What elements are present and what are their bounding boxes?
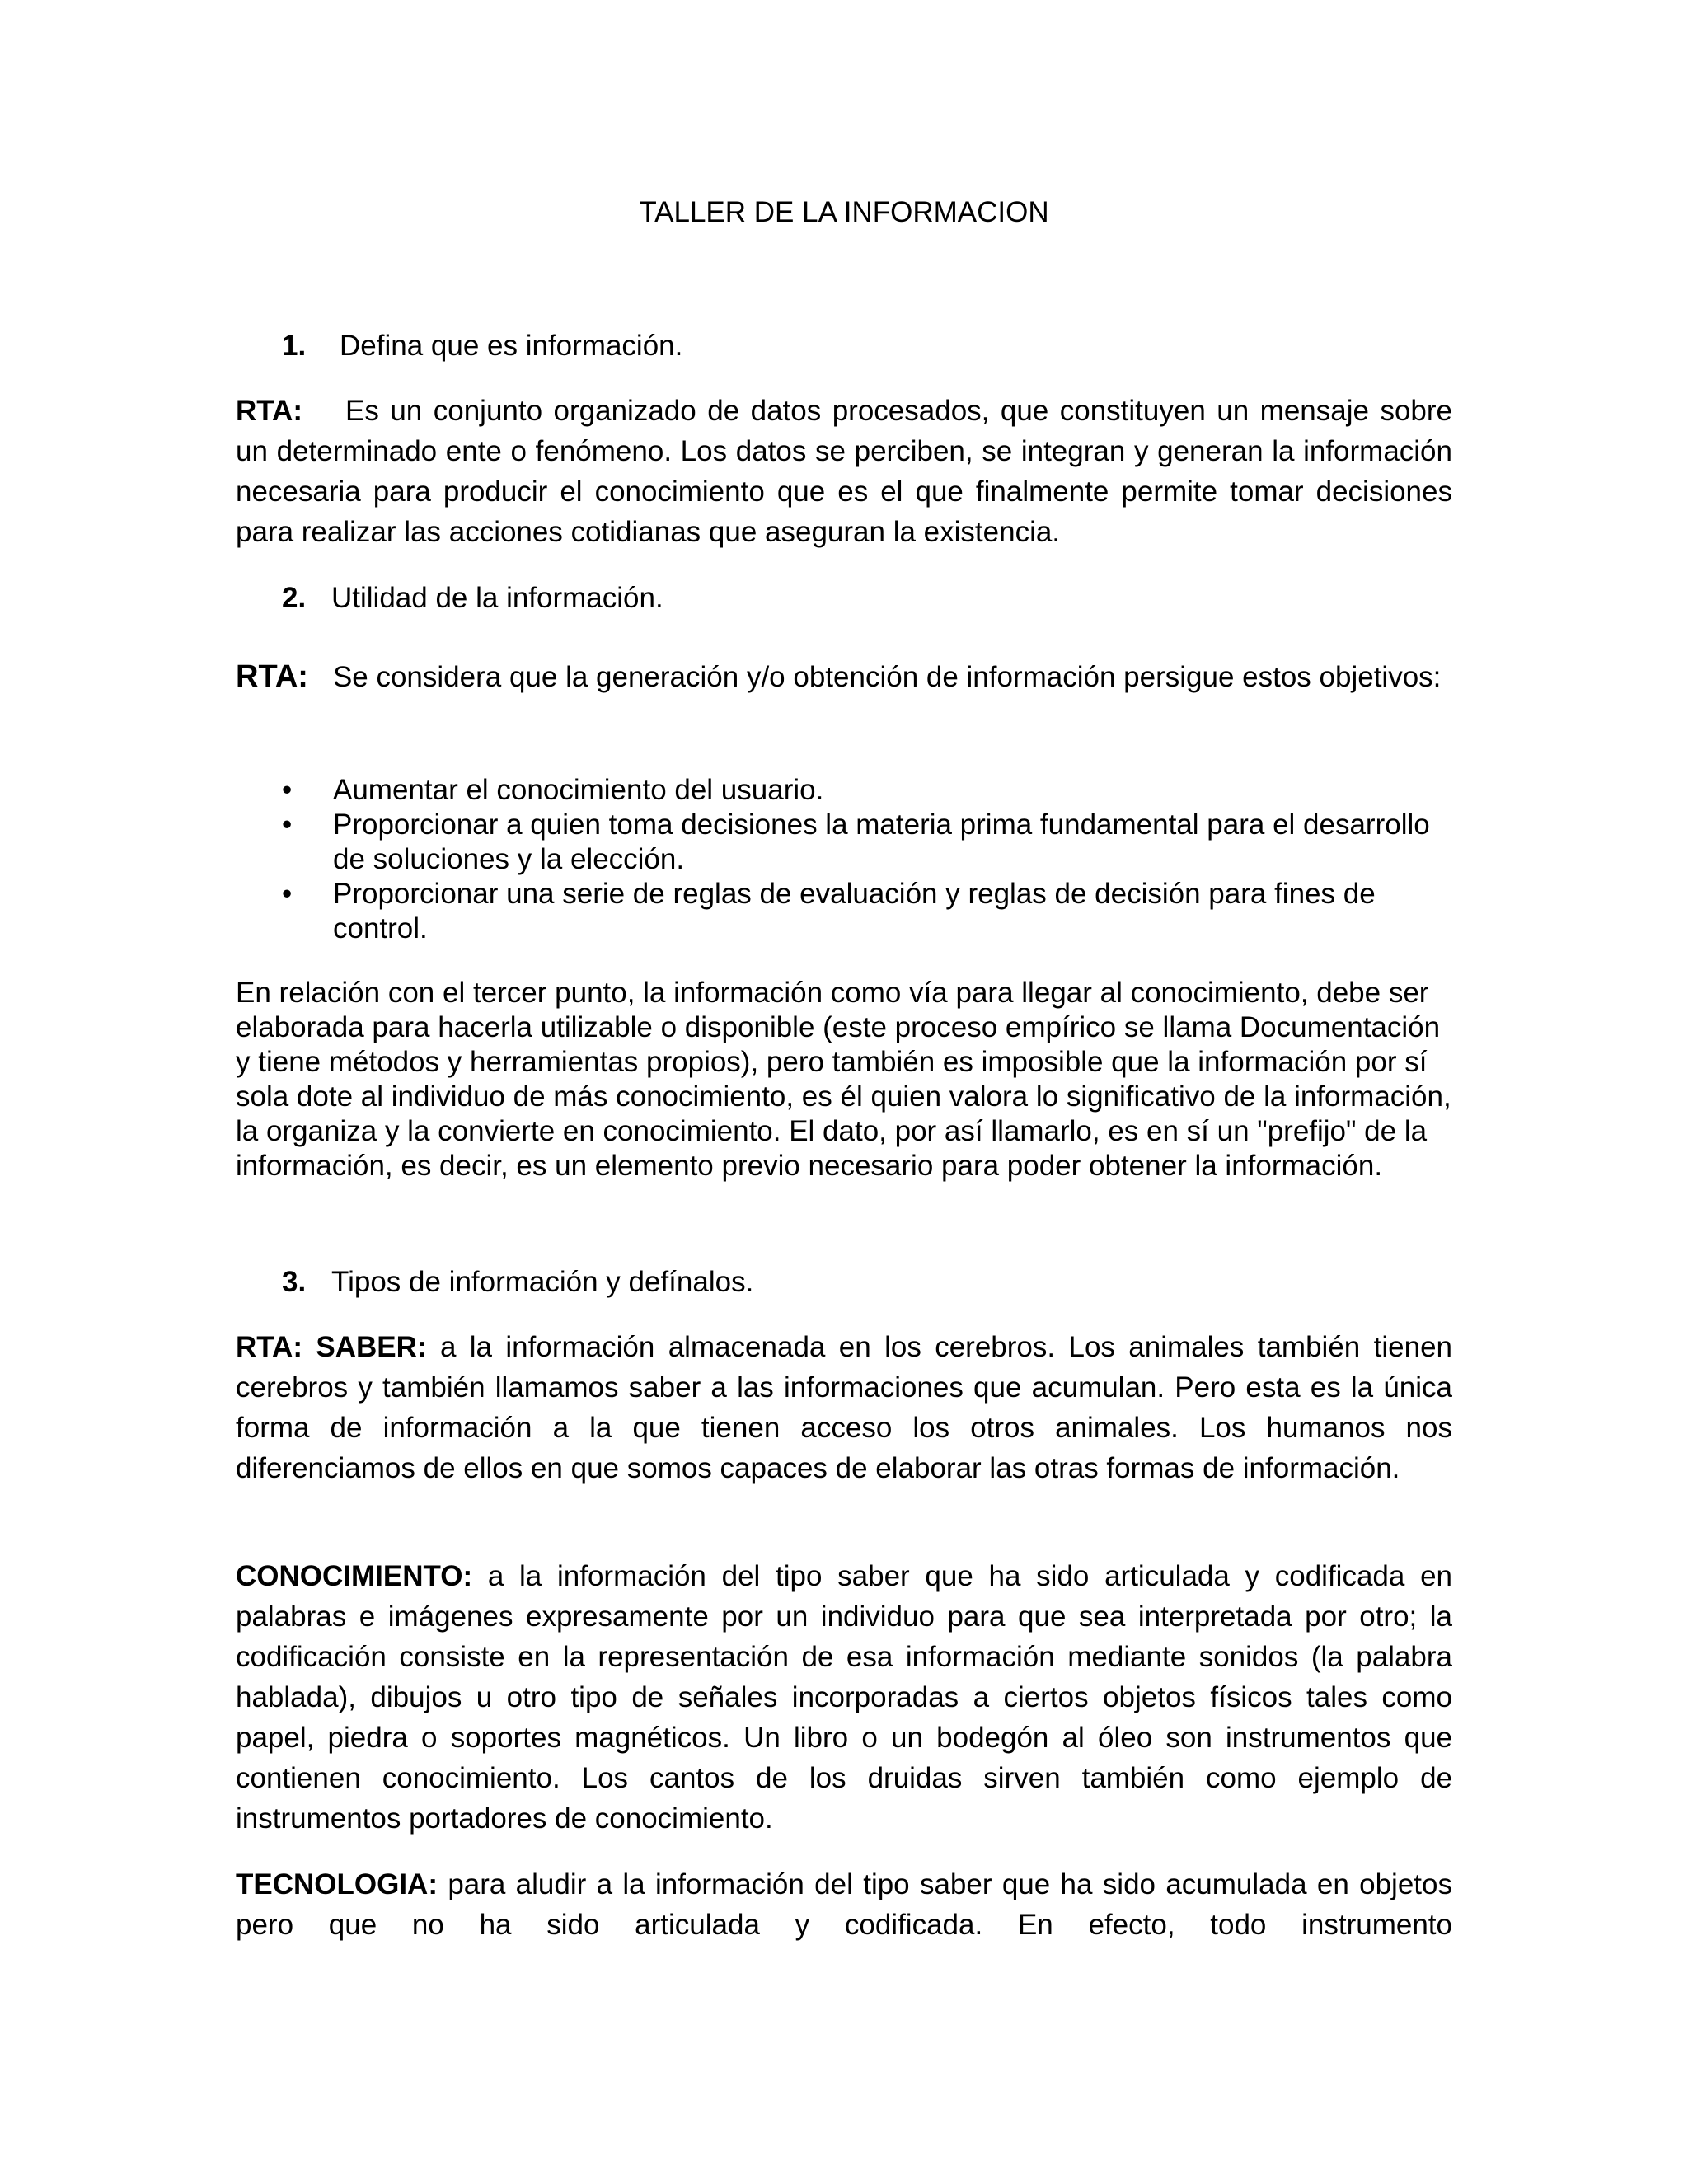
conocimiento-label: CONOCIMIENTO: [236,1560,473,1592]
conocimiento-definition [236,1556,1452,1839]
list-item-text: Aumentar el conocimiento del usuario. [333,774,824,806]
objectives-list [282,773,1452,946]
question-3-text: Tipos de información y defínalos. [331,1266,754,1298]
question-2 [282,579,663,618]
question-2-text: Utilidad de la información. [331,582,663,614]
saber-definition [236,1327,1452,1488]
question-1-number: 1. [282,330,307,362]
question-3-number: 3. [282,1266,307,1298]
answer-1-text: Es un conjunto organizado de datos procesados, que constituyen un mensaje sobre un determinado ente o fenómeno. Los datos se perciben, se integran y generan la información necesaria para producir el conocimiento que es el que finalmente permite tomar decisiones para realizar las acciones cotidianas que aseguran la existencia. [236,395,1452,548]
tecnologia-definition [236,1864,1452,1945]
answer-2-text: Se considera que la generación y/o obtención de información persigue estos objetivos: [332,661,1442,693]
question-2-number: 2. [282,582,307,614]
saber-label: RTA: SABER: [236,1331,427,1363]
answer-2-label: RTA: [236,659,308,694]
bullet-icon: • [282,774,293,806]
question-1-text: Defina que es información. [340,330,683,362]
answer-1 [236,391,1452,552]
followup-paragraph: En relación con el tercer punto, la información como vía para llegar al conocimiento, debe ser elaborada para hacerla utilizable o disponible (este proceso empírico se llama Documentación y tiene métodos y herramientas propios), pero también es imposible que la información por sí sola dote al individuo de más conocimiento, es él quien valora lo significativo de la información, la organiza y la convierte en conocimiento. El dato, por así llamarlo, es en sí un "prefijo" de la información, es decir, es un elemento previo necesario para poder obtener la información. [236,977,1451,1182]
bullet-icon: • [282,808,293,841]
bullet-icon: • [282,878,293,910]
document-title: TALLER DE LA INFORMACION [639,196,1049,228]
tecnologia-label: TECNOLOGIA: [236,1868,438,1900]
answer-2 [236,659,1452,695]
question-3 [282,1263,753,1302]
question-1 [282,326,682,366]
list-item [282,808,1452,877]
tecnologia-text: para aludir a la información del tipo saber que ha sido acumulada en objetos pero que no ha sido articulada y codificada. En efecto, todo instrumento [236,1868,1452,1941]
list-item [282,773,1452,808]
list-item [282,877,1452,946]
saber-text: a la información almacenada en los cerebros. Los animales también tienen cerebros y también llamamos saber a las informaciones que acumulan. Pero esta es la única forma de información a la que tienen acceso los otros animales. Los humanos nos diferenciamos de ellos en que somos capaces de elaborar las otras formas de información. [236,1331,1452,1484]
answer-1-label: RTA: [236,395,302,427]
list-item-text: Proporcionar una serie de reglas de evaluación y reglas de decisión para fines de control. [333,878,1376,944]
conocimiento-text: a la información del tipo saber que ha sido articulada y codificada en palabras e imágenes expresamente por un individuo para que sea interpretada por otro; la codificación consiste en la representación de esa información mediante sonidos (la palabra hablada), dibujos u otro tipo de señales incorporadas a ciertos objetos físicos tales como papel, piedra o soportes magnéticos. Un libro o un bodegón al óleo son instrumentos que contienen conocimiento. Los cantos de los druidas sirven también como ejemplo de instrumentos portadores de conocimiento. [236,1560,1452,1835]
list-item-text: Proporcionar a quien toma decisiones la materia prima fundamental para el desarrollo de soluciones y la elección. [333,808,1430,875]
